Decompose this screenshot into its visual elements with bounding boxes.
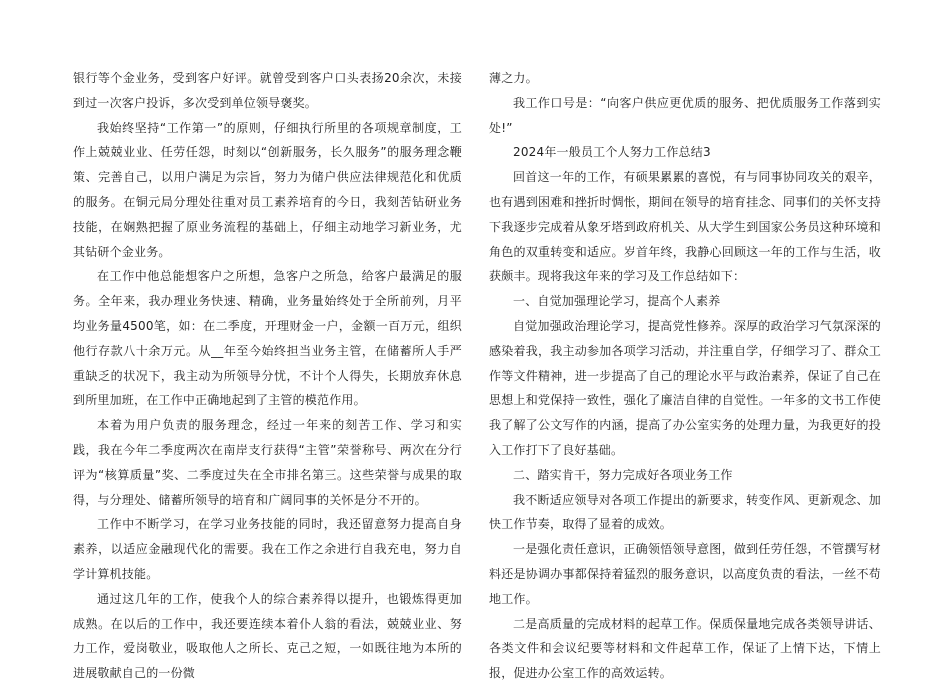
paragraph: 在工作中他总能想客户之所想，急客户之所急，给客户最满足的服务。全年来，我办理业务快速、精确，业务量始终处于全所前列，月平均业务量4500笔，如：在二季度，开理财金一户，金额一百万元，组织他行存款八十余万元。从__年至今始终担当业务主管，在储蓄所人手严重缺乏的状况下，我主动为所领导分忧，不计个人得失，长期放弃休息到所里加班，在工作中正确地起到了主管的模范作用。 [73, 269, 462, 408]
paragraph: 二是高质量的完成材料的起草工作。保质保量地完成各类领导讲话、各类文件和会议纪要等材料和文件起草工作，保证了上情下达，下情上报，促进办公室工作的高效运转。 [489, 616, 881, 681]
paragraph: 一是强化责任意识，正确领悟领导意图，做到任劳任怨，不管撰写材料还是协调办事都保持着猛烈的服务意识，以高度负责的看法，一丝不苟地工作。 [489, 542, 881, 606]
paragraph: 我始终坚持“工作第一”的原则，仔细执行所里的各项规章制度，工作上兢兢业业、任劳任怨，时刻以“创新服务，长久服务”的服务理念鞭策、完善自己，以用户满足为宗旨，努力为储户供应法律规范化和优质的服务。在铜元局分理处往重对员工素养培育的今日，我刻苦钻研业务技能，在娴熟把握了原业务流程的基础上，仔细主动地学习新业务，尤其钻研个金业务。 [73, 120, 462, 259]
paragraph: 通过这几年的工作，使我个人的综合素养得以提升，也锻炼得更加成熟。在以后的工作中，我还要连续本着仆人翁的看法，兢兢业业、努力工作，爱岗敬业，吸取他人之所长、克己之短，一如既往地为本所的进展敬献自己的一份微 [73, 591, 462, 681]
paragraph: 薄之力。 [489, 71, 538, 85]
paragraph: 银行等个金业务，受到客户好评。就曾受到客户口头表扬20余次，未接到过一次客户投诉，多次受到单位领导褒奖。 [73, 71, 462, 110]
paragraph: 我工作口号是：“向客户供应更优质的服务、把优质服务工作落到实处!” [489, 95, 881, 135]
paragraph: 我不断适应领导对各项工作提出的新要求，转变作风、更新观念、加快工作节奏，取得了显着的成效。 [489, 492, 881, 532]
section-heading: 二、踏实肯干，努力完成好各项业务工作 [513, 467, 733, 482]
right-text-column [489, 66, 881, 686]
left-text-column [73, 66, 462, 686]
paragraph: 本着为用户负责的服务理念，经过一年来的刻苦工作、学习和实践，我在今年二季度两次在南岸支行获得“主管”荣誉称号、两次在分行评为“核算质量”奖、二季度过失在全市排名第三。这些荣誉与成果的取得，与分理处、储蓄所领导的培育和广阔同事的关怀是分不开的。 [73, 418, 462, 507]
paragraph: 自觉加强政治理论学习，提高党性修养。深厚的政治学习气氛深深的感染着我，我主动参加各项学习活动，并注重自学，仔细学习了、群众工作等文件精神，进一步提高了自己的理论水平与政治素养，保证了自己在思想上和党保持一致性，强化了廉洁自律的自觉性。一年多的文书工作使我了解了公文写作的内涵，提高了办公室实务的处理力量，为我更好的投入工作打下了良好基础。 [489, 318, 881, 457]
section-heading: 一、自觉加强理论学习，提高个人素养 [513, 294, 721, 309]
paragraph: 回首这一年的工作，有硕果累累的喜悦，有与同事协同攻关的艰辛，也有遇到困难和挫折时惆怅，期间在领导的培育挂念、同事们的关怀支持下我逐步完成着从象牙塔到政府机关、从大学生到国家公务员这种环境和角色的双重转变和适应。岁首年终，我静心回顾这一年的工作与生活，收获颇丰。现将我这年来的学习及工作总结如下： [489, 170, 881, 284]
section-title: 2024年一般员工个人努力工作总结3 [513, 145, 711, 160]
paragraph: 工作中不断学习，在学习业务技能的同时，我还留意努力提高自身素养，以适应金融现代化的需要。我在工作之余进行自我充电，努力自学计算机技能。 [73, 517, 462, 581]
